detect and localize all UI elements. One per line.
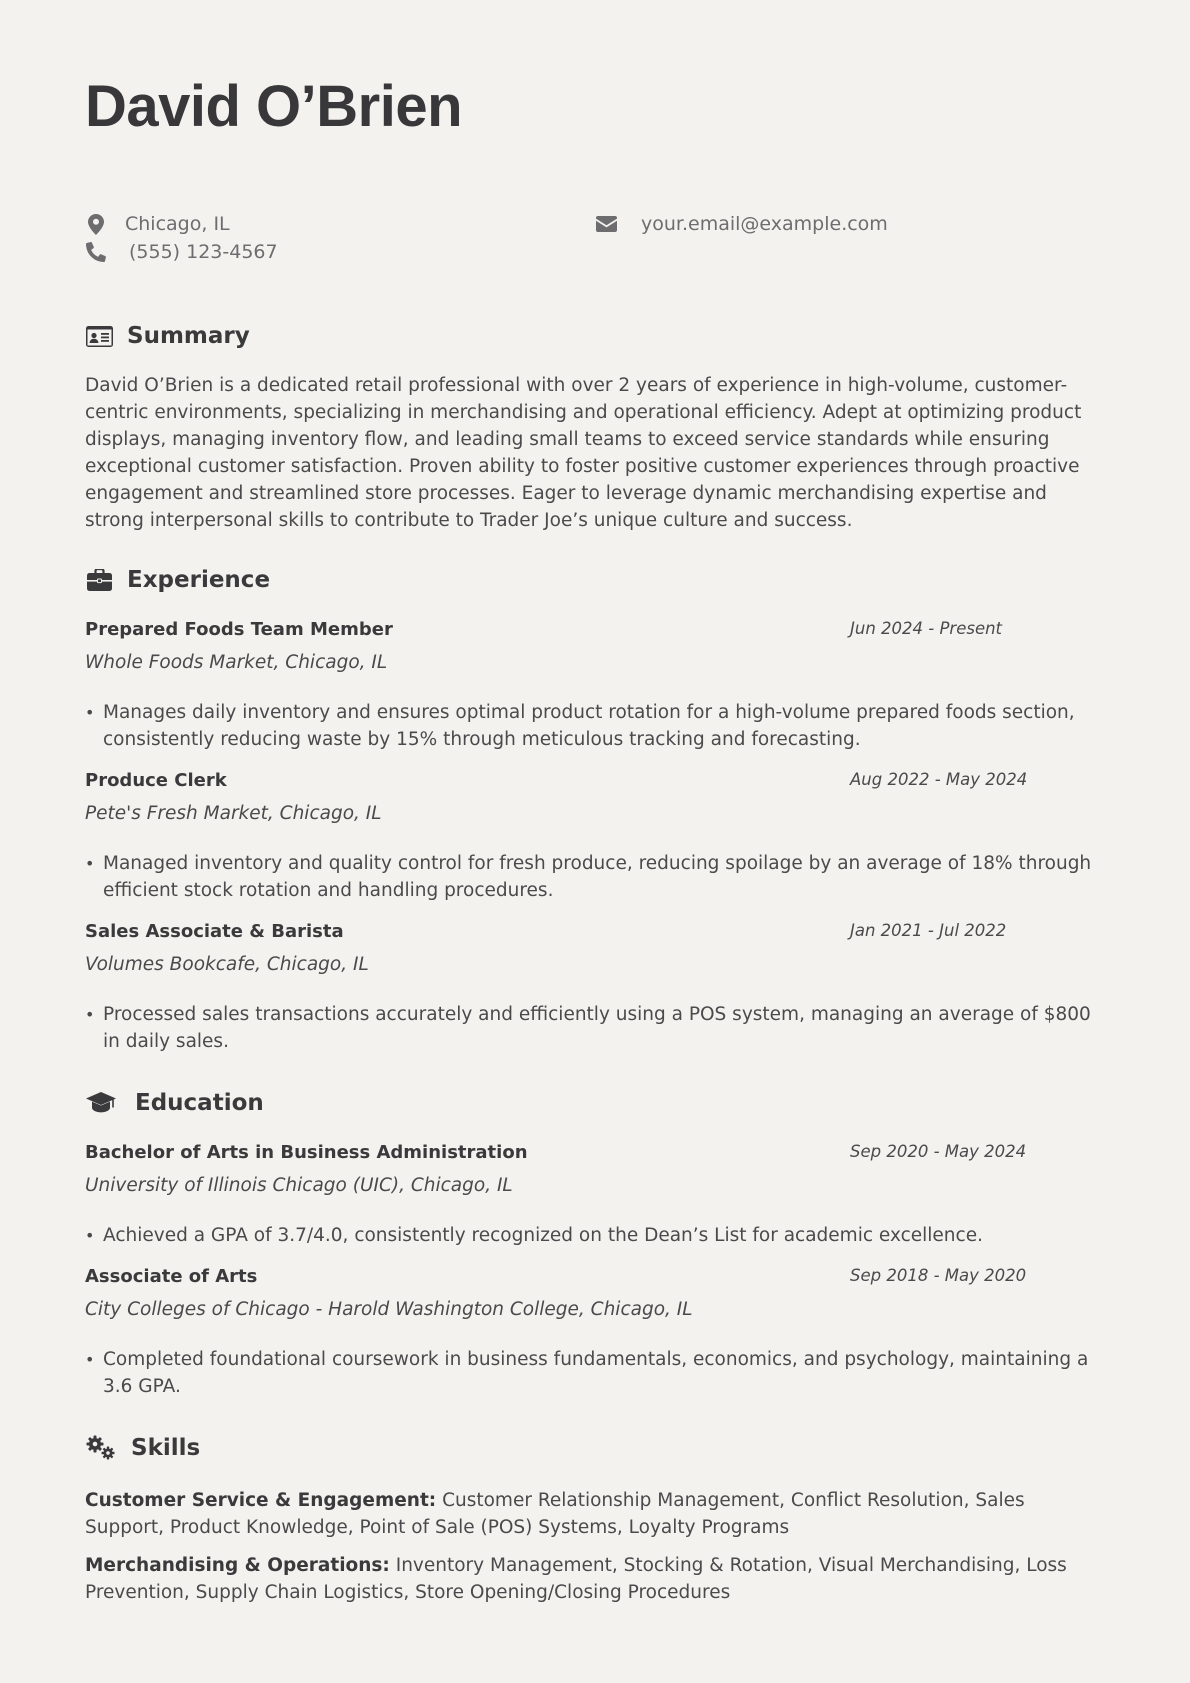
education-title: Associate of Arts [85, 1266, 258, 1287]
section-summary-heading [85, 320, 250, 352]
section-skills-title: Skills [131, 1435, 201, 1461]
skill-group-label: Merchandising & Operations: [85, 1555, 390, 1576]
phone-text: (555) 123-4567 [129, 241, 278, 263]
education-bullet: • Completed foundational coursework in business fundamentals, economics, and psychology, maintaining a 3.6 GPA. [103, 1346, 1103, 1400]
skill-group-label: Customer Service & Engagement: [85, 1490, 437, 1511]
experience-date: Jun 2024 - Present [850, 619, 1003, 638]
education-date: Sep 2020 - May 2024 [850, 1142, 1027, 1161]
contact-location [85, 211, 230, 237]
gears-icon [85, 1434, 117, 1462]
summary-paragraph: David O’Brien is a dedicated retail professional with over 2 years of experience in high-volume, customer-centric environments, specializing in merchandising and operational efficiency. Adept at optimizing product displays, managing inventory flow, and leading small teams to exceed service standards while ensuring exceptional customer satisfaction. Proven ability to foster positive customer experiences through proactive engagement and streamlined store processes. Eager to leverage dynamic merchandising expertise and strong interpersonal skills to contribute to Trader Joe’s unique culture and success. [85, 375, 1082, 531]
experience-date: Jan 2021 - Jul 2022 [850, 921, 1007, 940]
section-summary-title: Summary [127, 323, 250, 349]
envelope-icon [595, 213, 617, 235]
briefcase-icon [85, 566, 113, 594]
experience-bullet: • Processed sales transactions accurately and efficiently using a POS system, managing an average of $800 in daily sales. [103, 1001, 1103, 1055]
experience-bullet: • Managed inventory and quality control for fresh produce, reducing spoilage by an average of 18% through efficient stock rotation and handling procedures. [103, 850, 1103, 904]
section-education-heading [85, 1087, 264, 1119]
candidate-name: David O’Brien [85, 74, 463, 139]
location-text: Chicago, IL [125, 213, 230, 235]
skill-group-text: Customer Relationship Management, Conflict Resolution, Sales Support, Product Knowledge, Point of Sale (POS) Systems, Loyalty Programs [85, 1490, 1025, 1538]
phone-icon [85, 241, 107, 263]
contact-phone [85, 239, 278, 265]
section-education-title: Education [135, 1090, 264, 1116]
section-experience-heading [85, 564, 270, 596]
id-card-icon [85, 322, 113, 350]
education-bullet: • Achieved a GPA of 3.7/4.0, consistently recognized on the Dean’s List for academic excellence. [103, 1222, 1103, 1249]
experience-title: Produce Clerk [85, 770, 227, 791]
section-experience-title: Experience [127, 567, 271, 593]
experience-title: Prepared Foods Team Member [85, 619, 393, 640]
skill-group-text: Inventory Management, Stocking & Rotation, Visual Merchandising, Loss Prevention, Supply Chain Logistics, Store Opening/Closing Procedures [85, 1555, 1067, 1603]
map-marker-icon [85, 213, 107, 235]
experience-organization: Whole Foods Market, Chicago, IL [85, 652, 388, 673]
skill-group [85, 1487, 1105, 1541]
section-skills-heading [85, 1432, 200, 1464]
education-organization: City Colleges of Chicago - Harold Washington College, Chicago, IL [85, 1299, 693, 1320]
experience-title: Sales Associate & Barista [85, 921, 344, 942]
education-title: Bachelor of Arts in Business Administration [85, 1142, 528, 1163]
contact-email [595, 211, 888, 237]
education-date: Sep 2018 - May 2020 [850, 1266, 1027, 1285]
experience-organization: Volumes Bookcafe, Chicago, IL [85, 954, 369, 975]
experience-date: Aug 2022 - May 2024 [850, 770, 1028, 789]
graduation-cap-icon [85, 1089, 117, 1117]
email-text: your.email@example.com [641, 213, 888, 235]
experience-bullet: • Manages daily inventory and ensures optimal product rotation for a high-volume prepared foods section, consistently reducing waste by 15% through meticulous tracking and forecasting. [103, 699, 1103, 753]
skill-group [85, 1552, 1105, 1606]
education-organization: University of Illinois Chicago (UIC), Chicago, IL [85, 1175, 513, 1196]
experience-organization: Pete's Fresh Market, Chicago, IL [85, 803, 382, 824]
